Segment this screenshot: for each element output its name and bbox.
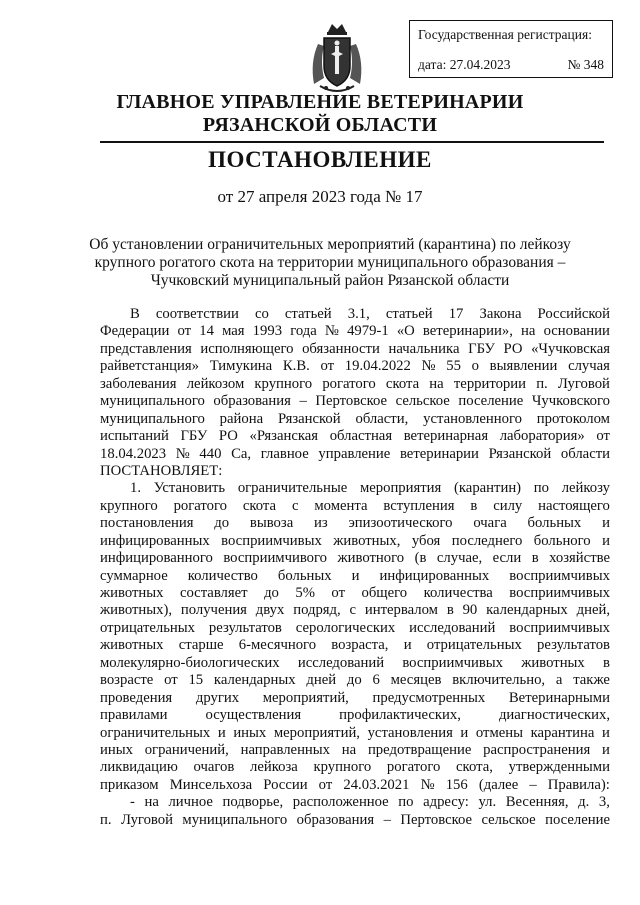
body-line: животных составляет до 5% от общего количества восприимчивых	[100, 585, 610, 601]
subject-line: Об установлении ограничительных мероприятий (карантина) по лейкозу	[89, 236, 571, 253]
body-line: п. Луговой муниципального образования – Пертовское сельское поселение	[100, 811, 610, 828]
registration-title: Государственная регистрация:	[418, 27, 592, 42]
body-line: животных старше 6-месячного возраста, и отрицательных результатов	[100, 637, 610, 654]
body-line: представления исполняющего обязанности начальника ГБУ РО «Чучковская	[100, 340, 610, 357]
body-line: животных), получения двух подряд, с интервалом в 90 календарных дней,	[100, 602, 610, 619]
body-line: 1. Установить ограничительные мероприятия (карантин) по лейкозу	[130, 480, 610, 497]
body-line: муниципального района Рязанской области, установленного протоколом	[100, 410, 610, 427]
body-line: заболевания лейкозом крупного рогатого скота на территории п. Луговой	[100, 375, 610, 392]
document-type-title: ПОСТАНОВЛЕНИЕ	[208, 147, 432, 172]
registration-number: № 348	[567, 57, 604, 72]
body-line: крупного рогатого скота с момента вступления в силу настоящего	[100, 497, 610, 514]
body-line: 18.04.2023 № 440 Са, главное управление ветеринарии Рязанской области	[100, 445, 610, 462]
header-divider	[100, 141, 604, 143]
body-line: ограничительных и иных мероприятий, установления и отмены карантина и	[100, 724, 610, 741]
body-line: иных ограничений, направленных на предотвращение распространения и	[100, 741, 610, 758]
document-date-number: от 27 апреля 2023 года № 17	[217, 187, 423, 206]
body-line: правилами осуществления профилактических, диагностических,	[100, 707, 610, 724]
body-line: Федерации от 14 мая 1993 года № 4979-1 «О ветеринарии», на основании	[100, 323, 610, 340]
body-line: проведения других мероприятий, предусмотренных Ветеринарными	[100, 689, 610, 706]
body-line: В соответствии со статьей 3.1, статьей 17 Закона Российской	[130, 306, 610, 322]
body-line: инфицированного восприимчивого животного (в случае, если в хозяйстве	[100, 550, 610, 567]
registration-stamp	[409, 20, 613, 78]
body-line: возрасте от 15 календарных дней до 6 месяцев включительно, а также	[100, 672, 610, 689]
body-line: суммарное количество больных и инфицированных восприимчивых	[100, 567, 610, 584]
body-line: - на личное подворье, расположенное по адресу: ул. Весенняя, д. 3,	[130, 794, 610, 811]
body-line: ликвидацию очагов лейкоза крупного рогатого скота, утвержденными	[100, 759, 610, 776]
document-subject	[60, 236, 600, 290]
body-line: райветстанция» Тимукина К.В. от 19.04.2022 № 55 о выявлении случая	[100, 358, 610, 375]
body-line: постановления до вывоза из эпизоотического очага больных и	[100, 515, 610, 532]
body-line: муниципального образования – Пертовское сельское поселение Чучковского	[100, 393, 610, 410]
body-line: отрицательных результатов серологических исследований восприимчивых	[100, 619, 610, 636]
subject-line: Чучковский муниципальный район Рязанской области	[150, 272, 510, 289]
body-line: приказом Минсельхоза России от 24.03.2021 № 156 (далее – Правила):	[100, 776, 610, 793]
body-line: ПОСТАНОВЛЯЕТ:	[100, 462, 223, 479]
coat-of-arms-emblem	[306, 22, 368, 94]
agency-name-line1: ГЛАВНОЕ УПРАВЛЕНИЕ ВЕТЕРИНАРИИ	[116, 91, 524, 113]
registration-date: дата: 27.04.2023	[418, 57, 511, 72]
agency-name-line2: РЯЗАНСКОЙ ОБЛАСТИ	[202, 114, 438, 136]
document-body	[100, 306, 610, 829]
subject-line: крупного рогатого скота на территории муниципального образования –	[94, 254, 566, 271]
body-line: молекулярно-биологических исследований восприимчивых животных в	[100, 654, 610, 671]
body-line: испытаний ГБУ РО «Рязанская областная ветеринарная лаборатория» от	[100, 428, 610, 445]
body-line: инфицированных восприимчивых животных, убоя последнего больного и	[100, 532, 610, 549]
